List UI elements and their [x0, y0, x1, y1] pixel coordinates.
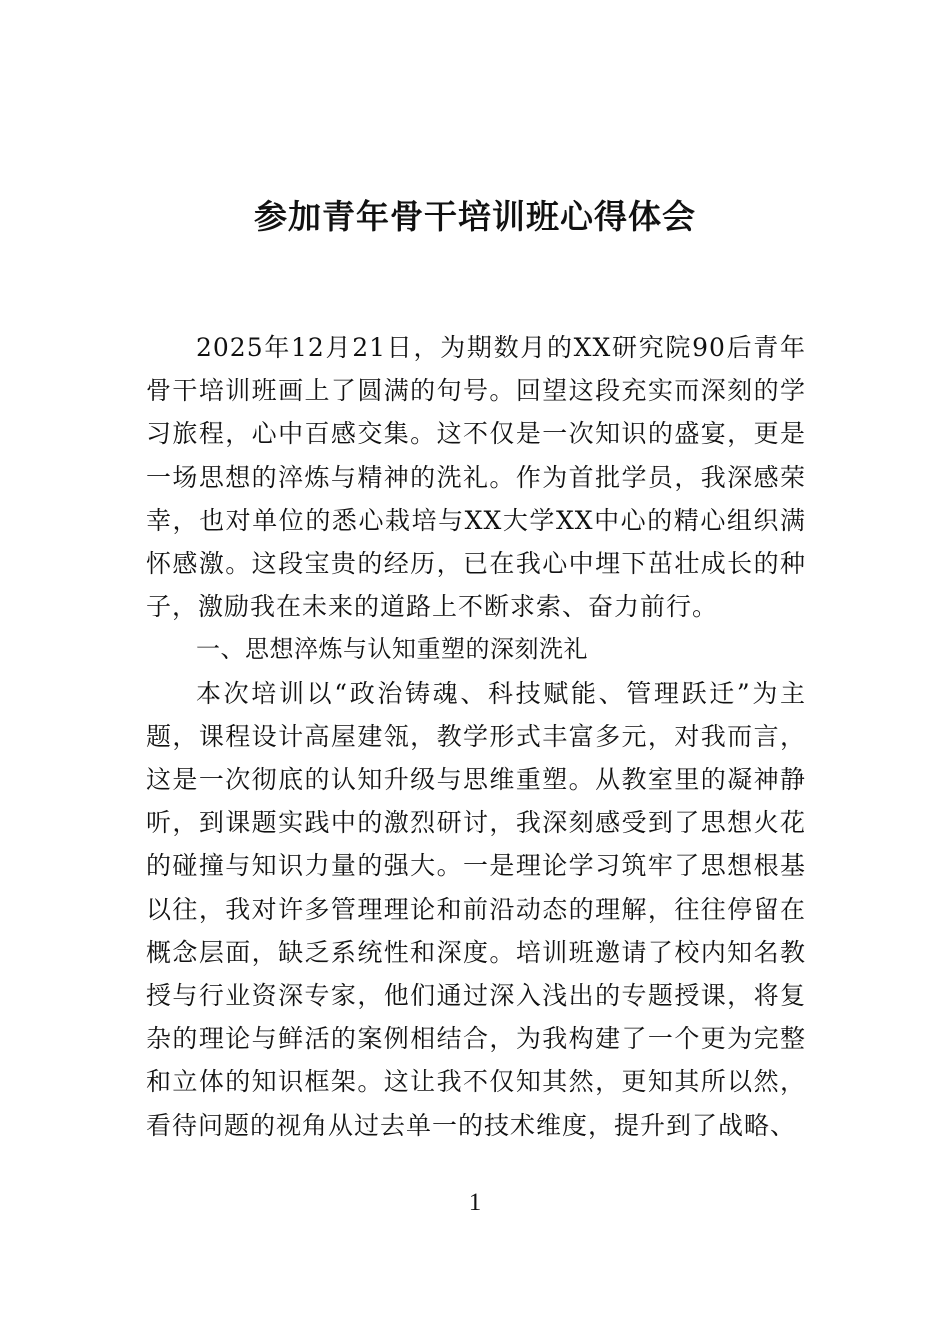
intro-paragraph: 2025年12月21日，为期数月的XX研究院90后青年骨干培训班画上了圆满的句号。回望这段充实而深刻的学习旅程，心中百感交集。这不仅是一次知识的盛宴，更是一场思想的淬炼与精神的洗礼。作为首批学员，我深感荣幸，也对单位的悉心栽培与XX大学XX中心的精心组织满怀感激。这段宝贵的经历，已在我心中埋下茁壮成长的种子，激励我在未来的道路上不断求索、奋力前行。 [146, 333, 806, 622]
document-title: 参加青年骨干培训班心得体会 [254, 197, 696, 236]
page-number: 1 [468, 1189, 482, 1216]
document-body [146, 326, 806, 1147]
section-heading: 一、思想淬炼与认知重塑的深刻洗礼 [196, 635, 588, 664]
section-paragraph: 本次培训以“政治铸魂、科技赋能、管理跃迁”为主题，课程设计高屋建瓴，教学形式丰富多元，对我而言，这是一次彻底的认知升级与思维重塑。从教室里的凝神静听，到课题实践中的激烈研讨，我深刻感受到了思想火花的碰撞与知识力量的强大。一是理论学习筑牢了思想根基以往，我对许多管理理论和前沿动态的理解，往往停留在概念层面，缺乏系统性和深度。培训班邀请了校内知名教授与行业资深专家，他们通过深入浅出的专题授课，将复杂的理论与鲜活的案例相结合，为我构建了一个更为完整和立体的知识框架。这让我不仅知其然，更知其所以然，看待问题的视角从过去单一的技术维度，提升到了战略、 [146, 678, 806, 1140]
